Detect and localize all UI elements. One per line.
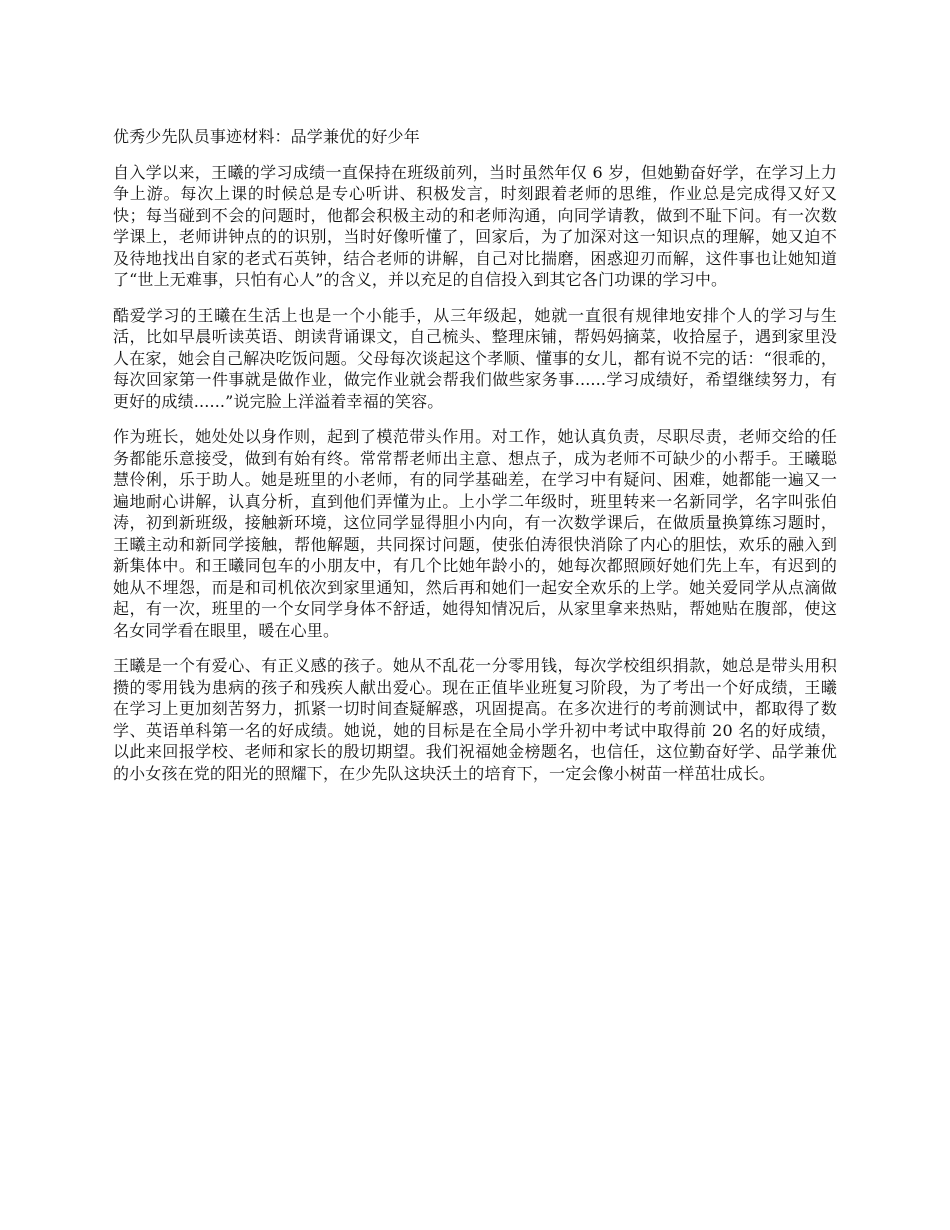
paragraph-kindness: 王曦是一个有爱心、有正义感的孩子。她从不乱花一分零用钱，每次学校组织捐款，她总是带头用积攒的零用钱为患病的孩子和残疾人献出爱心。现在正值毕业班复习阶段，为了考出一个好成绩，王曦在学习上更加刻苦努力，抓紧一切时间查疑解惑，巩固提高。在多次进行的考前测试中，都取得了数学、英语单科第一名的好成绩。她说，她的目标是在全局小学升初中考试中取得前 20 名的好成绩，以此来回报学校、老师和家长的殷切期望。我们祝福她金榜题名，也信任，这位勤奋好学、品学兼优的小女孩在党的阳光的照耀下，在少先队这块沃土的培育下，一定会像小树苗一样茁壮成长。: [113, 656, 837, 783]
paragraph-life: 酷爱学习的王曦在生活上也是一个小能手，从三年级起，她就一直很有规律地安排个人的学习与生活，比如早晨听读英语、朗读背诵课文，自己梳头、整理床铺，帮妈妈摘菜，收拾屋子，遇到家里没人在家，她会自己解决吃饭问题。父母每次谈起这个孝顺、懂事的女儿，都有说不完的话：“很乖的，每次回家第一件事就是做作业，做完作业就会帮我们做些家务事......学习成绩好，希望继续努力，有更好的成绩......”说完脸上洋溢着幸福的笑容。: [113, 305, 837, 411]
paragraph-class-leader: 作为班长，她处处以身作则，起到了模范带头作用。对工作，她认真负责，尽职尽责，老师交给的任务都能乐意接受，做到有始有终。常常帮老师出主意、想点子，成为老师不可缺少的小帮手。王曦聪慧伶俐，乐于助人。她是班里的小老师，有的同学基础差，在学习中有疑问、困难，她都能一遍又一遍地耐心讲解，认真分析，直到他们弄懂为止。上小学二年级时，班里转来一名新同学，名字叫张伯涛，初到新班级，接触新环境，这位同学显得胆小内向，有一次数学课后，在做质量换算练习题时，王曦主动和新同学接触，帮他解题，共同探讨问题，使张伯涛很快消除了内心的胆怯，欢乐的融入到新集体中。和王曦同包车的小朋友中，有几个比她年龄小的，她每次都照顾好她们先上车，有迟到的她从不埋怨，而是和司机依次到家里通知，然后再和她们一起安全欢乐的上学。她关爱同学从点滴做起，有一次，班里的一个女同学身体不舒适，她得知情况后，从家里拿来热贴，帮她贴在腹部，使这名女同学看在眼里，暖在心里。: [113, 427, 837, 640]
document-page: [113, 126, 837, 798]
document-title: 优秀少先队员事迹材料：品学兼优的好少年: [113, 127, 420, 146]
paragraph-study: 自入学以来，王曦的学习成绩一直保持在班级前列，当时虽然年仅 6 岁，但她勤奋好学，在学习上力争上游。每次上课的时候总是专心听讲、积极发言，时刻跟着老师的思维，作业总是完成得又好又快；每当碰到不会的问题时，他都会积极主动的和老师沟通，向同学请教，做到不耻下问。有一次数学课上，老师讲钟点的的识别，当时好像听懂了，回家后，为了加深对这一知识点的理解，她又迫不及待地找出自家的老式石英钟，结合老师的讲解，自己对比揣磨，困惑迎刃而解，这件事也让她知道了“世上无难事，只怕有心人”的含义，并以充足的自信投入到其它各门功课的学习中。: [113, 162, 837, 289]
